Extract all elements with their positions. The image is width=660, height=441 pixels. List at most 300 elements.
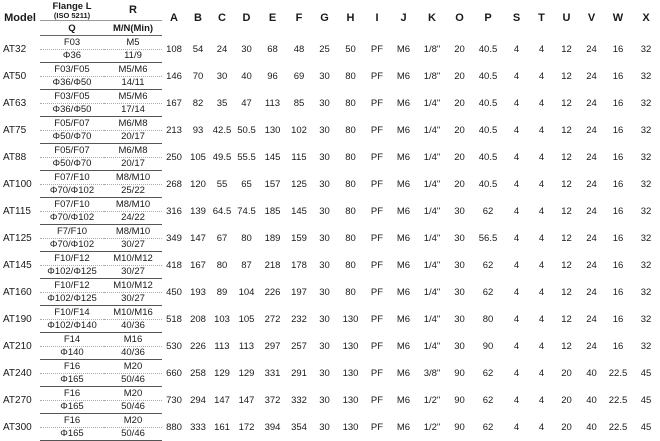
dimension-cell-i: PF bbox=[370, 394, 384, 406]
table-row bbox=[0, 252, 660, 266]
dimension-cell-b: 193 bbox=[190, 286, 206, 298]
q-diameter-cell: Φ140 bbox=[40, 346, 104, 360]
mn-header: M/N(Min) bbox=[104, 21, 162, 36]
q-diameter-cell: Φ36/Φ50 bbox=[40, 103, 104, 117]
dimension-cell-e: 394 bbox=[264, 421, 281, 433]
dimension-cell-w: 22.5 bbox=[608, 394, 628, 406]
table-row bbox=[0, 117, 660, 131]
dimension-cell-j: M6 bbox=[396, 205, 411, 217]
dimension-cell-o: 20 bbox=[454, 178, 465, 190]
dimension-cell-s: 4 bbox=[513, 70, 520, 82]
dimension-cell-w: 16 bbox=[612, 205, 624, 217]
q-diameter-cell: Φ70/Φ102 bbox=[40, 184, 104, 198]
col-header-k: K bbox=[428, 11, 436, 24]
dimension-cell-h: 80 bbox=[345, 151, 356, 163]
dimension-cell-w: 16 bbox=[612, 151, 624, 163]
dimension-cell-i: PF bbox=[370, 151, 384, 163]
dimension-cell-i: PF bbox=[370, 259, 384, 271]
dimension-cell-k: 1/8" bbox=[423, 43, 441, 55]
mn-cell: 11/9 bbox=[104, 49, 162, 63]
dimension-cell-d: 87 bbox=[241, 259, 252, 271]
dimension-cell-a: 250 bbox=[166, 151, 182, 163]
r-header: R bbox=[104, 0, 162, 21]
flange-cell: F10/F12 bbox=[40, 252, 104, 266]
dimension-cell-j: M6 bbox=[396, 43, 411, 55]
dimension-cell-d: 104 bbox=[238, 286, 255, 298]
dimension-cell-w: 16 bbox=[612, 340, 624, 352]
dimension-cell-s: 4 bbox=[513, 340, 520, 352]
r-thread-cell: M20 bbox=[104, 387, 162, 401]
dimension-cell-s: 4 bbox=[513, 232, 520, 244]
dimension-cell-i: PF bbox=[370, 367, 384, 379]
dimension-cell-e: 372 bbox=[264, 394, 281, 406]
dimension-cell-e: 68 bbox=[267, 43, 278, 55]
dimension-cell-h: 130 bbox=[342, 313, 359, 325]
q-diameter-cell: Φ50/Φ70 bbox=[40, 157, 104, 171]
model-cell: AT145 bbox=[3, 259, 32, 271]
dimension-cell-k: 1/4" bbox=[423, 124, 441, 136]
dimension-cell-g: 25 bbox=[319, 43, 330, 55]
dimension-cell-i: PF bbox=[370, 232, 384, 244]
dimension-cell-o: 30 bbox=[454, 340, 465, 352]
dimension-cell-k: 1/2" bbox=[423, 394, 441, 406]
dimension-cell-b: 120 bbox=[190, 178, 206, 190]
mn-cell: 30/27 bbox=[104, 265, 162, 279]
dimension-cell-c: 35 bbox=[216, 97, 228, 109]
r-thread-cell: M6/M8 bbox=[104, 144, 162, 158]
dimension-cell-t: 4 bbox=[538, 43, 545, 55]
model-cell: AT125 bbox=[3, 232, 32, 244]
dimension-cell-b: 82 bbox=[192, 97, 204, 109]
dimension-cell-h: 80 bbox=[345, 259, 356, 271]
dimension-cell-d: 129 bbox=[238, 367, 255, 379]
model-header: Model bbox=[4, 11, 36, 24]
dimension-cell-a: 213 bbox=[166, 124, 182, 136]
dimension-cell-f: 197 bbox=[291, 286, 307, 298]
col-header-p: P bbox=[484, 11, 492, 24]
col-header-a: A bbox=[170, 11, 178, 24]
dimension-cell-f: 232 bbox=[291, 313, 307, 325]
table-row bbox=[0, 225, 660, 239]
dimension-cell-v: 24 bbox=[586, 313, 597, 325]
table-row bbox=[0, 414, 660, 428]
dimension-cell-p: 56.5 bbox=[478, 232, 498, 244]
mn-cell: 30/27 bbox=[104, 238, 162, 252]
dimension-cell-b: 93 bbox=[192, 124, 204, 136]
model-cell: AT300 bbox=[3, 421, 32, 433]
dimension-cell-u: 12 bbox=[561, 259, 572, 271]
dimension-cell-c: 64.5 bbox=[212, 205, 232, 217]
dimension-cell-u: 12 bbox=[561, 97, 572, 109]
model-cell: AT240 bbox=[3, 367, 32, 379]
dimension-cell-i: PF bbox=[370, 70, 384, 82]
dimension-cell-u: 12 bbox=[561, 313, 572, 325]
dimension-cell-h: 130 bbox=[342, 340, 359, 352]
q-diameter-cell: Φ70/Φ102 bbox=[40, 238, 104, 252]
dimension-cell-s: 4 bbox=[513, 151, 520, 163]
dimension-cell-v: 24 bbox=[586, 43, 597, 55]
dimension-cell-h: 80 bbox=[345, 97, 356, 109]
dimension-cell-f: 159 bbox=[291, 232, 307, 244]
flange-cell: F05/F07 bbox=[40, 117, 104, 131]
dimension-cell-g: 30 bbox=[319, 340, 330, 352]
dimension-cell-p: 62 bbox=[482, 259, 494, 271]
col-header-f: F bbox=[295, 11, 303, 24]
dimension-cell-j: M6 bbox=[396, 367, 411, 379]
dimension-cell-t: 4 bbox=[538, 178, 545, 190]
mn-cell: 40/36 bbox=[104, 346, 162, 360]
dimension-cell-p: 40.5 bbox=[478, 97, 498, 109]
dimension-cell-w: 16 bbox=[612, 97, 624, 109]
dimension-cell-c: 103 bbox=[214, 313, 230, 325]
mn-cell: 40/36 bbox=[104, 319, 162, 333]
dimension-cell-d: 74.5 bbox=[237, 205, 256, 217]
q-header: Q bbox=[40, 21, 104, 36]
dimension-cell-p: 40.5 bbox=[478, 124, 498, 136]
dimension-cell-a: 349 bbox=[166, 232, 182, 244]
dimension-cell-c: 42.5 bbox=[212, 124, 232, 136]
dimension-cell-d: 147 bbox=[238, 394, 255, 406]
col-header-u: U bbox=[562, 11, 571, 24]
model-cell: AT210 bbox=[3, 340, 32, 352]
dimension-cell-s: 4 bbox=[513, 394, 520, 406]
dimension-cell-p: 62 bbox=[482, 367, 494, 379]
dimension-cell-s: 4 bbox=[513, 97, 520, 109]
dimension-cell-e: 157 bbox=[264, 178, 281, 190]
dimension-cell-x: 32 bbox=[640, 205, 652, 217]
dimension-cell-e: 189 bbox=[264, 232, 281, 244]
dimension-cell-o: 90 bbox=[454, 367, 465, 379]
dimension-cell-o: 20 bbox=[454, 43, 465, 55]
table-row bbox=[0, 144, 660, 158]
model-cell: AT160 bbox=[3, 286, 32, 298]
dimension-cell-b: 208 bbox=[190, 313, 206, 325]
q-diameter-cell: Φ102/Φ125 bbox=[40, 265, 104, 279]
dimension-cell-p: 40.5 bbox=[478, 43, 498, 55]
dimension-cell-w: 16 bbox=[612, 43, 624, 55]
table-row bbox=[0, 171, 660, 185]
q-diameter-cell: Φ70/Φ102 bbox=[40, 211, 104, 225]
dimension-cell-h: 80 bbox=[345, 286, 356, 298]
dimension-cell-s: 4 bbox=[513, 205, 520, 217]
dimension-cell-u: 12 bbox=[561, 232, 572, 244]
dimension-cell-c: 161 bbox=[214, 421, 230, 433]
dimension-cell-k: 1/4" bbox=[423, 151, 441, 163]
dimension-cell-f: 354 bbox=[291, 421, 307, 433]
dimension-cell-a: 146 bbox=[166, 70, 182, 82]
dimension-cell-d: 55.5 bbox=[237, 151, 256, 163]
dimension-cell-i: PF bbox=[370, 124, 384, 136]
dimension-cell-c: 89 bbox=[216, 286, 228, 298]
col-header-b: B bbox=[194, 11, 202, 24]
dimension-cell-k: 1/4" bbox=[423, 340, 441, 352]
dimension-cell-o: 30 bbox=[454, 313, 465, 325]
dimension-cell-b: 167 bbox=[190, 259, 206, 271]
flange-cell: F03/F05 bbox=[40, 90, 104, 104]
flange-label: Flange L bbox=[52, 0, 92, 12]
dimension-cell-f: 291 bbox=[291, 367, 307, 379]
mn-cell: 24/22 bbox=[104, 211, 162, 225]
col-header-h: H bbox=[346, 11, 355, 24]
dimension-cell-a: 167 bbox=[166, 97, 182, 109]
dimension-cell-k: 1/4" bbox=[423, 259, 441, 271]
dimension-cell-j: M6 bbox=[396, 340, 411, 352]
dimension-cell-e: 145 bbox=[264, 151, 281, 163]
dimension-cell-i: PF bbox=[370, 43, 384, 55]
dimension-cell-k: 1/8" bbox=[423, 70, 441, 82]
dimension-cell-w: 16 bbox=[612, 313, 624, 325]
dimension-cell-k: 3/8" bbox=[423, 367, 441, 379]
flange-standard: (ISO 5211) bbox=[53, 10, 91, 20]
dimension-cell-a: 450 bbox=[166, 286, 182, 298]
dimension-cell-k: 1/4" bbox=[423, 286, 441, 298]
dimension-cell-b: 139 bbox=[190, 205, 206, 217]
r-thread-cell: M8/M10 bbox=[104, 171, 162, 185]
dimension-cell-b: 147 bbox=[190, 232, 206, 244]
dimension-cell-x: 32 bbox=[640, 259, 652, 271]
dimension-cell-s: 4 bbox=[513, 43, 520, 55]
dimension-cell-k: 1/4" bbox=[423, 97, 441, 109]
q-diameter-cell: Φ165 bbox=[40, 427, 104, 441]
dimension-cell-g: 30 bbox=[319, 367, 330, 379]
dimension-cell-o: 30 bbox=[454, 259, 465, 271]
dimension-cell-p: 40.5 bbox=[478, 151, 498, 163]
dimension-cell-f: 145 bbox=[291, 205, 307, 217]
dimension-cell-b: 226 bbox=[190, 340, 206, 352]
flange-cell: F03/F05 bbox=[40, 63, 104, 77]
dimension-cell-c: 24 bbox=[216, 43, 228, 55]
dimension-cell-d: 30 bbox=[241, 43, 252, 55]
r-thread-cell: M8/M10 bbox=[104, 198, 162, 212]
r-thread-cell: M20 bbox=[104, 360, 162, 374]
dimension-cell-i: PF bbox=[370, 97, 384, 109]
dimension-cell-e: 130 bbox=[264, 124, 281, 136]
q-diameter-cell: Φ102/Φ125 bbox=[40, 292, 104, 306]
model-cell: AT100 bbox=[3, 178, 32, 190]
dimension-cell-j: M6 bbox=[396, 124, 411, 136]
model-cell: AT50 bbox=[3, 70, 27, 82]
dimension-cell-p: 90 bbox=[482, 340, 494, 352]
dimension-cell-c: 49.5 bbox=[212, 151, 232, 163]
dimension-cell-j: M6 bbox=[396, 394, 411, 406]
dimension-cell-f: 125 bbox=[291, 178, 307, 190]
dimension-cell-c: 30 bbox=[216, 70, 228, 82]
dimension-cell-v: 24 bbox=[586, 232, 597, 244]
dimension-cell-o: 30 bbox=[454, 286, 465, 298]
dimension-cell-w: 16 bbox=[612, 124, 624, 136]
dimension-cell-e: 272 bbox=[264, 313, 281, 325]
dimension-cell-w: 16 bbox=[612, 178, 624, 190]
r-thread-cell: M6/M8 bbox=[104, 117, 162, 131]
dimension-cell-v: 24 bbox=[586, 205, 597, 217]
dimension-cell-k: 1/4" bbox=[423, 313, 441, 325]
dimension-cell-s: 4 bbox=[513, 367, 520, 379]
dimension-cell-t: 4 bbox=[538, 124, 545, 136]
dimension-cell-j: M6 bbox=[396, 232, 411, 244]
flange-cell: F16 bbox=[40, 387, 104, 401]
dimension-cell-t: 4 bbox=[538, 259, 545, 271]
r-thread-cell: M10/M12 bbox=[104, 252, 162, 266]
dimension-cell-s: 4 bbox=[513, 313, 520, 325]
dimension-cell-x: 32 bbox=[640, 286, 652, 298]
dimension-cell-s: 4 bbox=[513, 259, 520, 271]
col-header-j: J bbox=[400, 11, 407, 24]
dimension-cell-p: 40.5 bbox=[478, 178, 498, 190]
dimension-cell-a: 316 bbox=[166, 205, 182, 217]
dimension-cell-i: PF bbox=[370, 421, 384, 433]
table-row bbox=[0, 90, 660, 104]
dimension-cell-u: 12 bbox=[561, 205, 572, 217]
dimension-cell-f: 178 bbox=[291, 259, 307, 271]
dimension-cell-x: 32 bbox=[640, 124, 652, 136]
dimension-cell-d: 113 bbox=[238, 340, 255, 352]
table-row bbox=[0, 387, 660, 401]
dimension-cell-g: 30 bbox=[319, 259, 330, 271]
r-thread-cell: M5/M6 bbox=[104, 63, 162, 77]
dimension-cell-h: 50 bbox=[345, 43, 356, 55]
dimension-cell-b: 294 bbox=[190, 394, 206, 406]
dimension-cell-t: 4 bbox=[538, 205, 545, 217]
dimension-cell-p: 40.5 bbox=[478, 70, 498, 82]
dimension-cell-g: 30 bbox=[319, 421, 330, 433]
dimension-cell-o: 20 bbox=[454, 124, 465, 136]
dimension-cell-x: 32 bbox=[640, 151, 652, 163]
dimension-cell-t: 4 bbox=[538, 151, 545, 163]
flange-cell: F7/F10 bbox=[40, 225, 104, 239]
dimension-cell-p: 80 bbox=[482, 313, 494, 325]
dimension-cell-i: PF bbox=[370, 313, 384, 325]
dimension-cell-x: 32 bbox=[640, 340, 652, 352]
r-thread-cell: M8/M10 bbox=[104, 225, 162, 239]
dimension-cell-o: 90 bbox=[454, 394, 465, 406]
col-header-g: G bbox=[320, 11, 329, 24]
dimension-cell-g: 30 bbox=[319, 124, 330, 136]
dimension-cell-u: 12 bbox=[561, 151, 572, 163]
dimension-cell-c: 80 bbox=[216, 259, 228, 271]
dimension-cell-x: 32 bbox=[640, 43, 652, 55]
dimension-cell-a: 880 bbox=[166, 421, 182, 433]
dimension-cell-f: 115 bbox=[291, 151, 307, 163]
dimension-cell-j: M6 bbox=[396, 97, 411, 109]
col-header-x: X bbox=[642, 11, 650, 24]
dimension-cell-w: 16 bbox=[612, 259, 624, 271]
dimension-cell-j: M6 bbox=[396, 178, 411, 190]
flange-cell: F16 bbox=[40, 414, 104, 428]
mn-cell: 50/46 bbox=[104, 400, 162, 414]
dimension-cell-e: 96 bbox=[267, 70, 278, 82]
dimension-cell-h: 130 bbox=[342, 421, 359, 433]
dimension-cell-k: 1/4" bbox=[423, 232, 441, 244]
q-diameter-cell: Φ102/Φ140 bbox=[40, 319, 104, 333]
model-cell: AT63 bbox=[3, 97, 27, 109]
dimension-cell-i: PF bbox=[370, 340, 384, 352]
dimension-cell-h: 130 bbox=[342, 367, 359, 379]
dimension-cell-g: 30 bbox=[319, 205, 330, 217]
dimension-cell-o: 20 bbox=[454, 151, 465, 163]
dimension-cell-s: 4 bbox=[513, 421, 520, 433]
dimension-cell-p: 62 bbox=[482, 394, 494, 406]
dimension-cell-u: 12 bbox=[561, 43, 572, 55]
dimension-cell-a: 660 bbox=[166, 367, 182, 379]
col-header-v: V bbox=[587, 11, 596, 24]
dimension-cell-b: 105 bbox=[190, 151, 206, 163]
flange-cell: F10/F14 bbox=[40, 306, 104, 320]
q-diameter-cell: Φ165 bbox=[40, 373, 104, 387]
mn-cell: 17/14 bbox=[104, 103, 162, 117]
dimension-cell-u: 12 bbox=[561, 178, 572, 190]
col-header-e: E bbox=[268, 11, 277, 24]
dimension-cell-c: 129 bbox=[214, 367, 230, 379]
dimension-cell-v: 24 bbox=[586, 259, 597, 271]
dimension-cell-k: 1/4" bbox=[423, 178, 441, 190]
dimension-cell-d: 40 bbox=[241, 70, 252, 82]
dimension-cell-a: 730 bbox=[166, 394, 182, 406]
dimension-cell-f: 85 bbox=[293, 97, 305, 109]
col-header-i: I bbox=[375, 11, 379, 24]
dimension-cell-c: 55 bbox=[216, 178, 228, 190]
col-header-s: S bbox=[512, 11, 521, 24]
flange-cell: F14 bbox=[40, 333, 104, 347]
dimension-cell-v: 24 bbox=[586, 286, 597, 298]
dimension-cell-x: 32 bbox=[640, 232, 652, 244]
dimension-cell-j: M6 bbox=[396, 151, 411, 163]
mn-cell: 20/17 bbox=[104, 157, 162, 171]
table-row bbox=[0, 333, 660, 347]
col-header-o: O bbox=[455, 11, 464, 24]
dimension-cell-v: 40 bbox=[586, 421, 597, 433]
model-cell: AT190 bbox=[3, 313, 32, 325]
r-thread-cell: M5/M6 bbox=[104, 90, 162, 104]
dimension-cell-t: 4 bbox=[538, 313, 545, 325]
dimension-cell-e: 113 bbox=[264, 97, 281, 109]
flange-cell: F10/F12 bbox=[40, 279, 104, 293]
r-thread-cell: M20 bbox=[104, 414, 162, 428]
dimension-cell-v: 24 bbox=[586, 124, 597, 136]
dimension-cell-w: 22.5 bbox=[608, 367, 628, 379]
dimension-cell-u: 12 bbox=[561, 286, 572, 298]
col-header-w: W bbox=[612, 11, 624, 24]
dimension-cell-o: 30 bbox=[454, 205, 465, 217]
dimension-cell-h: 80 bbox=[345, 178, 356, 190]
q-diameter-cell: Φ165 bbox=[40, 400, 104, 414]
dimension-cell-o: 30 bbox=[454, 232, 465, 244]
dimension-cell-u: 12 bbox=[561, 70, 572, 82]
dimension-cell-v: 24 bbox=[586, 70, 597, 82]
dimension-cell-o: 20 bbox=[454, 70, 465, 82]
flange-cell: F07/F10 bbox=[40, 198, 104, 212]
mn-cell: 50/46 bbox=[104, 373, 162, 387]
dimension-cell-g: 30 bbox=[319, 286, 330, 298]
dimension-cell-h: 80 bbox=[345, 124, 356, 136]
dimension-cell-h: 80 bbox=[345, 205, 356, 217]
dimension-cell-g: 30 bbox=[319, 394, 330, 406]
q-diameter-cell: Φ36/Φ50 bbox=[40, 76, 104, 90]
dimension-cell-j: M6 bbox=[396, 286, 411, 298]
dimension-cell-f: 102 bbox=[291, 124, 307, 136]
table-row bbox=[0, 63, 660, 77]
dimension-cell-t: 4 bbox=[538, 97, 545, 109]
dimension-cell-t: 4 bbox=[538, 232, 545, 244]
col-header-t: T bbox=[538, 11, 545, 24]
dimension-cell-f: 48 bbox=[293, 43, 305, 55]
dimension-cell-i: PF bbox=[370, 178, 384, 190]
dimension-cell-v: 24 bbox=[586, 178, 597, 190]
dimension-cell-b: 54 bbox=[192, 43, 204, 55]
r-thread-cell: M16 bbox=[104, 333, 162, 347]
dimension-cell-d: 65 bbox=[241, 178, 252, 190]
dimension-cell-a: 418 bbox=[166, 259, 182, 271]
dimension-cell-c: 67 bbox=[216, 232, 228, 244]
